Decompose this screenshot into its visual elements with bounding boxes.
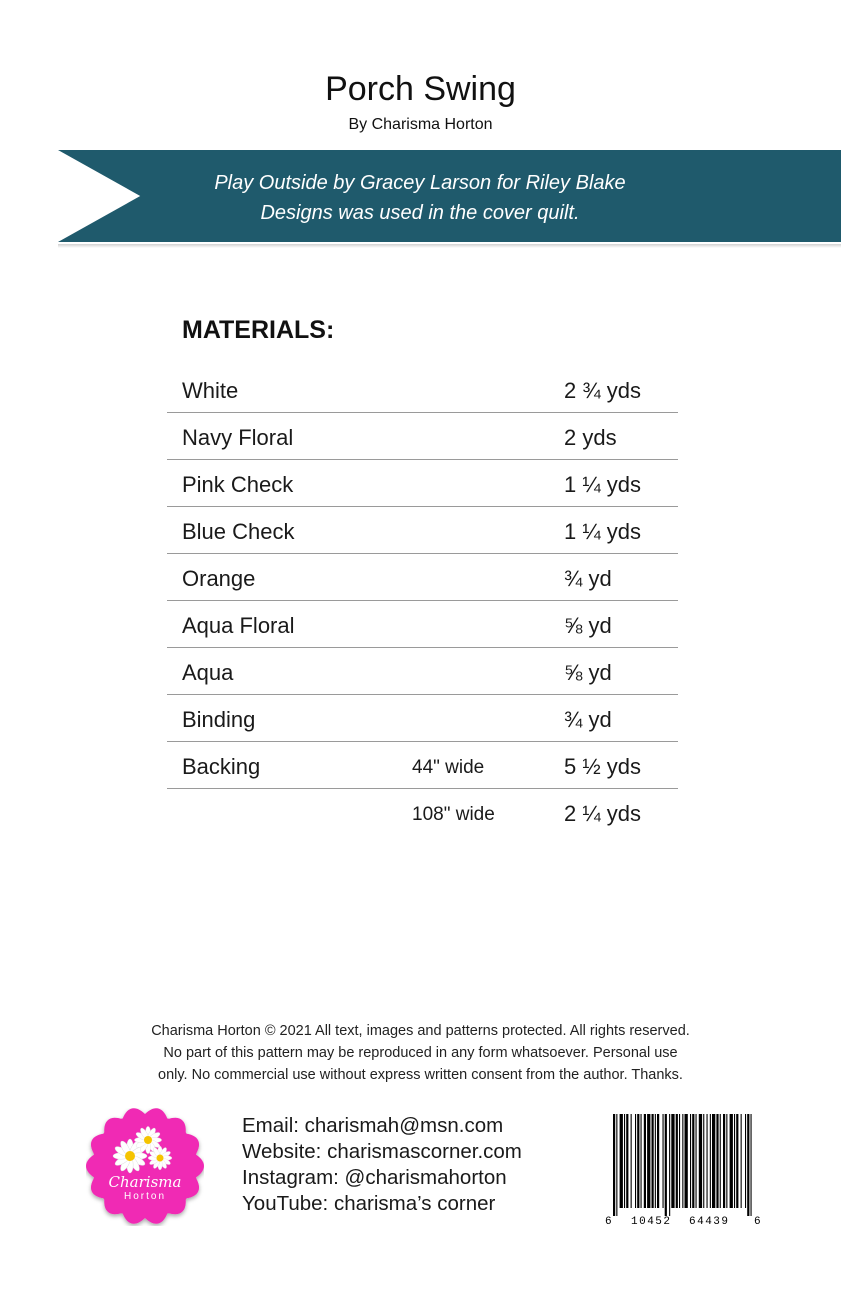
material-name: Binding — [182, 707, 256, 732]
material-amount: 2 ¼ yds — [564, 801, 642, 826]
barcode-bar — [613, 1114, 615, 1216]
barcode-bar — [655, 1114, 656, 1208]
barcode-bar — [710, 1114, 711, 1208]
barcode-bar — [652, 1114, 654, 1208]
barcode-bar — [716, 1114, 718, 1208]
barcode-bar — [682, 1114, 683, 1208]
barcode-bar — [663, 1114, 664, 1208]
barcode-bar — [616, 1114, 617, 1216]
barcode-bar — [720, 1114, 721, 1208]
barcode-bar — [690, 1114, 691, 1208]
barcode-bar — [736, 1114, 738, 1208]
barcode-bar — [707, 1114, 708, 1208]
page-title: Porch Swing — [325, 70, 516, 108]
barcode-bar — [631, 1114, 632, 1208]
barcode-bar — [637, 1114, 639, 1208]
material-name: Pink Check — [182, 472, 294, 497]
table-row — [167, 695, 678, 742]
table-row — [167, 507, 678, 554]
barcode-bar — [679, 1114, 680, 1208]
table-row — [167, 742, 678, 789]
logo-subname: Horton — [123, 1191, 166, 1202]
logo-name: Charisma — [108, 1173, 182, 1191]
material-name: White — [182, 378, 239, 403]
material-amount: 1 ¼ yds — [564, 519, 642, 544]
barcode-bar — [669, 1114, 670, 1216]
barcode-digit-check: 6 — [754, 1216, 761, 1226]
banner-line-1: Play Outside by Gracey Larson for Riley Blake — [214, 172, 626, 194]
barcode-bar — [723, 1114, 725, 1208]
material-amount: ⅝ yd — [564, 660, 612, 685]
material-note: 108" wide — [412, 804, 495, 825]
banner-shadow — [58, 244, 841, 248]
barcode-bar — [635, 1114, 636, 1208]
copyright-line-1: Charisma Horton © 2021 All text, images and patterns protected. All rights reserved. — [151, 1023, 690, 1039]
barcode-bar — [699, 1114, 702, 1208]
barcode-bar — [734, 1114, 735, 1208]
barcode-bar — [745, 1114, 746, 1208]
material-name: Orange — [182, 566, 256, 591]
barcode-bar — [657, 1114, 659, 1208]
barcode-bar — [696, 1114, 697, 1208]
table-row — [167, 554, 678, 601]
barcode-bar — [741, 1114, 742, 1208]
barcode-bar — [712, 1114, 715, 1208]
barcode-bar — [644, 1114, 646, 1208]
barcode-bar — [692, 1114, 694, 1208]
barcode-bar — [703, 1114, 704, 1208]
barcode-bar — [626, 1114, 628, 1208]
barcode-bar — [751, 1114, 752, 1216]
barcode-bar — [647, 1114, 650, 1208]
contact-instagram: Instagram: @charismahorton — [242, 1166, 507, 1189]
material-amount: 1 ¼ yds — [564, 472, 642, 497]
barcode-bar — [726, 1114, 727, 1208]
copyright-line-2: No part of this pattern may be reproduced in any form whatsoever. Personal use — [163, 1045, 678, 1061]
material-note: 44" wide — [412, 757, 485, 778]
byline: By Charisma Horton — [348, 116, 493, 133]
barcode-bar — [685, 1114, 688, 1208]
material-amount: ¾ yd — [564, 566, 612, 591]
barcode — [603, 1110, 763, 1226]
table-row — [167, 648, 678, 695]
material-name: Navy Floral — [182, 425, 294, 450]
barcode-digits-left: 10452 — [631, 1216, 672, 1226]
material-name: Backing — [182, 754, 261, 779]
material-name: Aqua — [182, 660, 234, 685]
contact-info — [242, 1113, 522, 1217]
barcode-bar — [730, 1114, 733, 1208]
barcode-bar — [665, 1114, 667, 1216]
barcode-bar — [620, 1114, 623, 1208]
banner-text — [110, 168, 730, 228]
table-row — [167, 366, 678, 413]
copyright-notice — [100, 1020, 741, 1086]
barcode-digit-lead: 6 — [605, 1216, 612, 1226]
table-row — [167, 413, 678, 460]
material-amount: 5 ½ yds — [564, 754, 642, 779]
material-amount: ⅝ yd — [564, 613, 612, 638]
material-name: Blue Check — [182, 519, 295, 544]
materials-heading: MATERIALS: — [182, 316, 335, 344]
contact-email: Email: charismah@msn.com — [242, 1114, 504, 1137]
table-row — [167, 460, 678, 507]
barcode-bar — [671, 1114, 674, 1208]
banner-line-2: Designs was used in the cover quilt. — [260, 202, 580, 224]
table-row — [167, 601, 678, 648]
barcode-bar — [747, 1114, 749, 1216]
brand-logo — [86, 1108, 204, 1226]
contact-website: Website: charismascorner.com — [242, 1140, 522, 1163]
material-name: Aqua Floral — [182, 613, 295, 638]
material-amount: 2 ¾ yds — [564, 378, 642, 403]
copyright-line-3: only. No commercial use without express written consent from the author. Thanks. — [158, 1067, 683, 1083]
material-amount: ¾ yd — [564, 707, 612, 732]
barcode-bar — [624, 1114, 625, 1208]
contact-youtube: YouTube: charisma’s corner — [242, 1192, 496, 1215]
table-row — [167, 789, 678, 836]
barcode-digits-right: 64439 — [689, 1216, 730, 1226]
materials-table — [167, 366, 678, 836]
barcode-bar — [676, 1114, 678, 1208]
barcode-bar — [641, 1114, 642, 1208]
material-amount: 2 yds — [564, 425, 617, 450]
